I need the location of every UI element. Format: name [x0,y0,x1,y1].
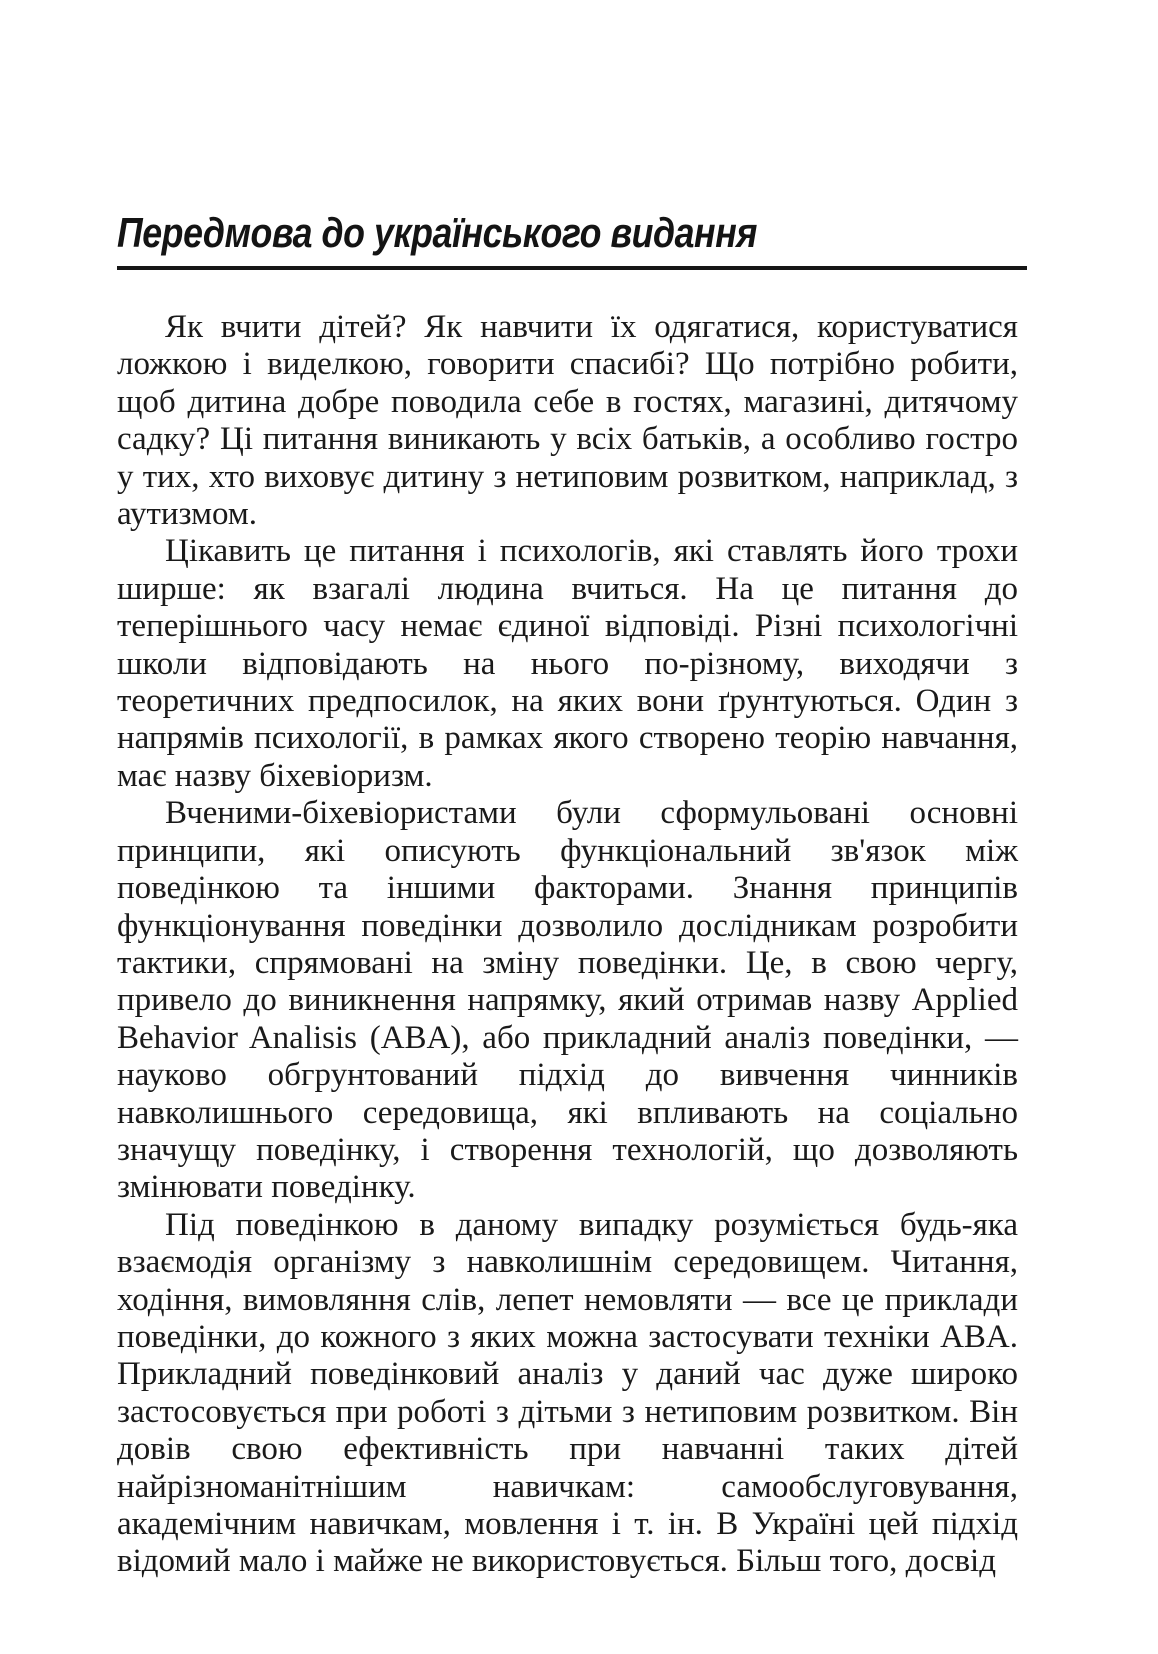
page-content [117,0,1018,1581]
body-paragraph: Цікавить це питання і психологів, які ставлять його трохи ширше: як взагалі людина вчиться. На це питання до теперішнього часу немає єдиної відповіді. Різні психологічні школи відповідають на нього по-різному, виходячи з теоретичних предпосилок, на яких вони ґрунтуються. Один з напрямів психології, в рамках якого створено теорію навчання, має назву біхевіоризм. [117,533,1018,794]
chapter-header [117,208,1018,270]
body-paragraph: Як вчити дітей? Як навчити їх одягатися, користуватися ложкою і виделкою, говорити спасибі? Що потрібно робити, щоб дитина добре поводила себе в гостях, магазині, дитячому садку? Ці питання виникають у всіх батьків, а особливо гостро у тих, хто виховує дитину з нетиповим розвитком, наприклад, з аутизмом. [117,309,1018,533]
body-text [117,309,1018,1581]
chapter-title: Передмова до українського видання [117,209,757,256]
body-paragraph: Вченими-біхевіористами були сформульовані основні принципи, які описують функціональний зв'язок між поведінкою та іншими факторами. Знання принципів функціонування поведінки дозволило дослідникам розробити тактики, спрямовані на зміну поведінки. Це, в свою чергу, привело до виникнення напрямку, який отримав назву Applied Behavior Analisis (ABA), або прикладний аналіз поведінки, — науково обгрунтований підхід до вивчення чинників навколишнього середовища, які впливають на соціально значущу поведінку, і створення технологій, що дозволяють змінювати поведінку. [117,795,1018,1206]
title-divider [117,266,1027,270]
body-paragraph: Під поведінкою в даному випадку розуміється будь-яка взаємодія організму з навколишнім середовищем. Читання, ходіння, вимовляння слів, лепет немовляти — все це приклади поведінки, до кожного з яких можна застосувати техніки ABA. Прикладний поведінковий аналіз у даний час дуже широко застосовується при роботі з дітьми з нетиповим розвитком. Він довів свою ефективність при навчанні таких дітей найрізноманітнішим навичкам: самообслуговування, академічним навичкам, мовлення і т. ін. В Україні цей підхід відомий мало і майже не використовується. Більш того, досвід [117,1206,1018,1580]
